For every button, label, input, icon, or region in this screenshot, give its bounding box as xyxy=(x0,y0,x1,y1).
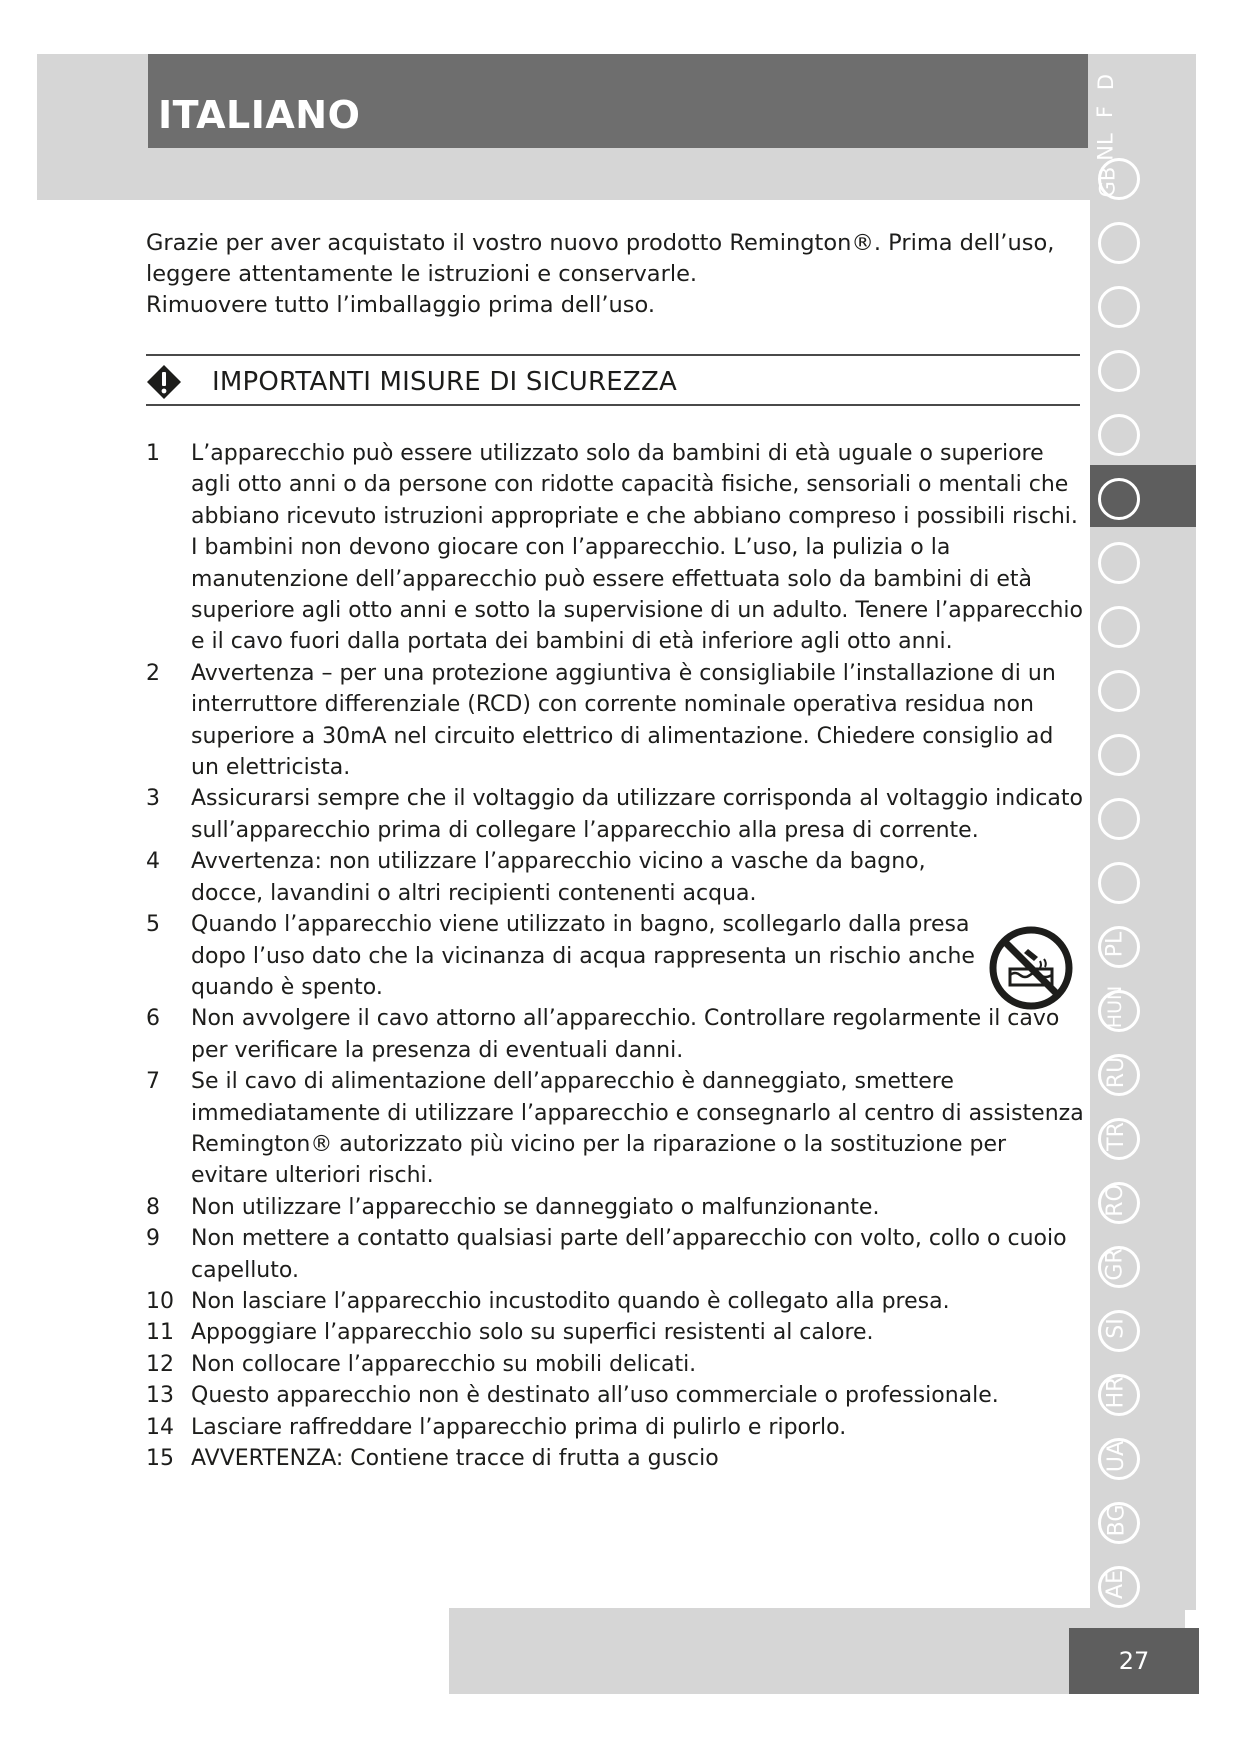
intro-line: Grazie per aver acquistato il vostro nuovo prodotto Remington®. Prima dell’uso, leggere attentamente le istruzioni e conservarle. xyxy=(146,230,1055,287)
list-item xyxy=(146,1317,1086,1348)
list-item xyxy=(146,1412,1086,1443)
section-rule-bottom xyxy=(146,404,1080,406)
page-title: ITALIANO xyxy=(158,93,361,137)
list-item xyxy=(146,1443,1086,1474)
section-heading xyxy=(146,364,1080,400)
list-item xyxy=(146,1066,1086,1192)
item-text: Assicurarsi sempre che il voltaggio da utilizzare corrisponda al voltaggio indicato sull’apparecchio prima di collegare l’apparecchio alla presa di corrente. xyxy=(191,786,1083,843)
item-text: Non mettere a contatto qualsiasi parte dell’apparecchio con volto, collo o cuoio capelluto. xyxy=(191,1226,1067,1283)
lang-tab-circle xyxy=(1098,414,1140,456)
lang-tab-circle xyxy=(1098,542,1140,584)
item-number: 12 xyxy=(146,1351,174,1377)
item-number: 2 xyxy=(146,660,160,686)
item-number: 1 xyxy=(146,441,160,466)
lang-tab-label: HR xyxy=(1103,1376,1129,1409)
item-number: 5 xyxy=(146,912,160,938)
intro-text xyxy=(146,228,1076,321)
lang-tab-circle xyxy=(1098,350,1140,392)
lang-tab-label: RO xyxy=(1102,1184,1128,1217)
lang-tab-label: TR xyxy=(1103,1122,1129,1151)
lang-tab-circle xyxy=(1098,798,1140,840)
lang-tab-label: SI xyxy=(1103,1318,1129,1339)
item-number: 11 xyxy=(146,1320,174,1346)
item-number: 8 xyxy=(146,1194,160,1220)
item-text: L’apparecchio può essere utilizzato solo da bambini di età uguale o superiore agli otto anni o da persone con ridotte capacità fisiche, sensoriali o mentali che abbiano ricevuto istruzioni appropriate e che abbiano compreso i possibili rischi. I bambini non devono giocare con l’apparecchio. L’uso, la pulizia o la manutenzione dell’apparecchio può essere effettuata solo da bambini di età superiore agli otto anni e sotto la supervisione di un adulto. Tenere l’apparecchio e il cavo fuori dalla portata dei bambini di età inferiore agli otto anni. xyxy=(191,441,1083,655)
lang-tab-label: D xyxy=(1094,73,1119,91)
list-item xyxy=(146,783,1086,846)
list-item xyxy=(146,1003,1086,1066)
no-water-bath-icon xyxy=(988,925,1074,1011)
list-item xyxy=(146,658,1086,784)
lang-tab-label: NL xyxy=(1093,133,1118,161)
warning-icon xyxy=(146,364,182,400)
lang-tab-circle xyxy=(1098,286,1140,328)
item-number: 13 xyxy=(146,1383,174,1409)
item-text: Quando l’apparecchio viene utilizzato in bagno, scollegarlo dalla presa dopo l’uso dato che la vicinanza di acqua rappresenta un rischio anche quando è spento. xyxy=(191,912,975,1000)
lang-tab-label: PL xyxy=(1102,931,1128,958)
item-text: Avvertenza: non utilizzare l’apparecchio vicino a vasche da bagno, docce, lavandini o altri recipienti contenenti acqua. xyxy=(191,849,926,906)
lang-tab-label: RU xyxy=(1104,1056,1130,1089)
item-text: Se il cavo di alimentazione dell’apparecchio è danneggiato, smettere immediatamente di utilizzare l’apparecchio e consegnarlo al centro di assistenza Remington® autorizzato più vicino per la riparazione o la sostituzione per evitare ulteriori rischi. xyxy=(191,1069,1084,1189)
lang-tab-circle xyxy=(1098,734,1140,776)
section-title: IMPORTANTI MISURE DI SICUREZZA xyxy=(212,367,677,397)
page-number: 27 xyxy=(1069,1628,1199,1694)
item-text: Non utilizzare l’apparecchio se danneggiato o malfunzionante. xyxy=(191,1194,880,1220)
lang-tab-circle xyxy=(1098,158,1140,200)
lang-tab-circle xyxy=(1098,222,1140,264)
item-text: Non collocare l’apparecchio su mobili delicati. xyxy=(191,1351,697,1377)
list-item xyxy=(146,1192,1086,1223)
item-number: 10 xyxy=(146,1288,174,1314)
lang-tab-label: BG xyxy=(1104,1504,1130,1537)
item-number: 15 xyxy=(146,1446,174,1471)
item-text: Lasciare raffreddare l’apparecchio prima di pulirlo e riporlo. xyxy=(191,1414,847,1440)
item-number: 3 xyxy=(146,786,160,812)
list-item xyxy=(146,1380,1086,1411)
lang-tab-label: AE xyxy=(1102,1570,1128,1599)
lang-tab-label: GB xyxy=(1095,166,1120,198)
list-item xyxy=(146,1349,1086,1380)
item-text: Appoggiare l’apparecchio solo su superfici resistenti al calore. xyxy=(191,1320,874,1346)
item-number: 14 xyxy=(146,1414,174,1440)
item-number: 6 xyxy=(146,1006,160,1032)
lang-tab-circle xyxy=(1098,670,1140,712)
section-rule-top xyxy=(146,354,1080,356)
list-item xyxy=(146,1286,1086,1317)
list-item xyxy=(146,846,1086,909)
lang-tab-circle xyxy=(1098,606,1140,648)
lang-tab-circle-active xyxy=(1098,478,1140,520)
list-item xyxy=(146,909,1086,1003)
item-text: Non lasciare l’apparecchio incustodito quando è collegato alla presa. xyxy=(191,1288,950,1314)
item-number: 7 xyxy=(146,1069,160,1095)
lang-tab-label: F xyxy=(1093,105,1118,119)
item-number: 4 xyxy=(146,849,160,875)
item-text: Questo apparecchio non è destinato all’uso commerciale o professionale. xyxy=(191,1383,999,1409)
item-text: Non avvolgere il cavo attorno all’apparecchio. Controllare regolarmente il cavo per verificare la presenza di eventuali danni. xyxy=(191,1006,1060,1063)
lang-tab-circle xyxy=(1098,862,1140,904)
lang-tab-label: UA xyxy=(1104,1440,1130,1473)
list-item xyxy=(146,438,1086,658)
item-text: AVVERTENZA: Contiene tracce di frutta a guscio xyxy=(191,1446,719,1471)
list-item xyxy=(146,1223,1086,1286)
intro-line: Rimuovere tutto l’imballaggio prima dell’uso. xyxy=(146,292,655,318)
item-number: 9 xyxy=(146,1226,160,1252)
safety-list xyxy=(146,438,1086,1474)
item-text: Avvertenza – per una protezione aggiuntiva è consigliabile l’installazione di un interruttore differenziale (RCD) con corrente nominale operativa residua non superiore a 30mA nel circuito elettrico di alimentazione. Chiedere consiglio ad un elettricista. xyxy=(191,660,1056,781)
lang-tab-label: HUN xyxy=(1104,985,1127,1029)
lang-tab-label: GR xyxy=(1102,1248,1128,1281)
